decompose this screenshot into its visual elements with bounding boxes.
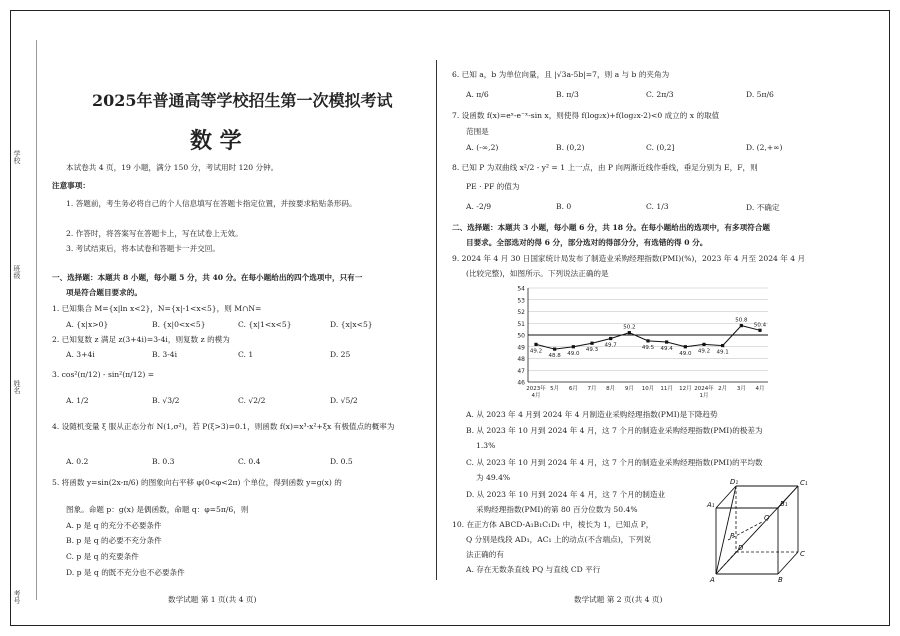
- data-point: [758, 329, 761, 332]
- data-label: 49.3: [585, 347, 599, 354]
- y-tick-label: 49: [517, 344, 525, 352]
- q10-stem-cont2: 法正确的有: [466, 550, 504, 559]
- note-1: 1. 答题前，考生务必将自己的个人信息填写在答题卡指定位置，并按要求粘贴条形码。: [66, 199, 357, 208]
- data-point: [553, 348, 556, 351]
- q10-stem-cont: Q 分别是线段 AD₁，AC₁ 上的动点(不含端点)，下列说: [466, 535, 652, 544]
- q1-options: [66, 320, 373, 329]
- q6-option-d: D. 5π/6: [746, 90, 774, 99]
- x-tick-label: 5月: [550, 386, 560, 392]
- q9-option-a: A. 从 2023 年 4 月到 2024 年 4 月制造业采购经理指数(PMI)是下降趋势: [466, 410, 718, 419]
- side-label-name: 姓名: [13, 380, 21, 394]
- q9-option-c: C. 从 2023 年 10 月到 2024 年 4 月，这 7 个月的制造业采购经理指数(PMI)的平均数: [466, 458, 763, 467]
- footer-right: 数学试题 第 2 页(共 4 页): [574, 595, 663, 604]
- data-label: 50.8: [735, 317, 748, 324]
- data-point: [590, 342, 593, 345]
- data-point: [609, 337, 612, 340]
- q5-stem: 5. 将函数 y=sin(2x-π/6) 的图象向右平移 φ(0<φ<2π) 个单位，得到函数 y=g(x) 的: [52, 478, 342, 487]
- q7-option-c: C. (0,2]: [646, 143, 675, 152]
- q5-option-b: B. p 是 q 的必要不充分条件: [66, 536, 162, 545]
- data-point: [646, 339, 649, 342]
- column-divider: [436, 60, 437, 580]
- x-tick-label: 2023年: [526, 386, 546, 392]
- x-tick-label: 6月: [568, 386, 578, 392]
- q4-option-c: C. 0.4: [238, 457, 261, 466]
- q6-option-a: A. π/6: [466, 90, 489, 99]
- q8-option-a: A. -2/9: [466, 202, 492, 211]
- q10-stem: 10. 在正方体 ABCD-A₁B₁C₁D₁ 中，棱长为 1，已知点 P，: [452, 520, 654, 529]
- note-2: 2. 作答时，将答案写在答题卡上，写在试卷上无效。: [66, 229, 243, 238]
- q8-stem: 8. 已知 P 为双曲线 x²/2 - y² = 1 上一点，由 P 向两渐近线作垂线，垂足分别为 E，F，则: [452, 163, 758, 172]
- data-point: [684, 345, 687, 348]
- x-tick-label: 2月: [718, 386, 728, 392]
- q2-stem: 2. 已知复数 z 满足 z(3+4i)=3-4i，则复数 z 的模为: [52, 335, 230, 344]
- x-tick-label-line2: 4月: [531, 393, 541, 399]
- cube-diagram: [706, 476, 816, 586]
- q8-stem-cont: PE · PF 的值为: [466, 182, 520, 191]
- x-tick-label: 11月: [660, 386, 673, 392]
- x-tick-label: 2024年: [694, 386, 714, 392]
- q2-option-b: B. 3-4i: [152, 350, 178, 359]
- q9-option-c-cont: 为 49.4%: [476, 473, 511, 482]
- q1-option-c: C. {x|1<x<5}: [238, 320, 292, 329]
- q8-option-d: D. 不确定: [746, 203, 780, 212]
- q7-stem-cont: 范围是: [466, 127, 489, 136]
- q6-options: [466, 90, 774, 99]
- q7-options: [466, 143, 783, 152]
- q3-stem: 3. cos²(π/12) - sin²(π/12) =: [52, 370, 155, 379]
- q3-option-a: A. 1/2: [66, 396, 89, 405]
- data-label: 49.2: [529, 348, 543, 355]
- q2-option-d: D. 25: [330, 350, 351, 359]
- y-tick-label: 54: [517, 285, 525, 293]
- data-point: [572, 345, 575, 348]
- section2-title: 二、选择题：本题共 3 小题，每小题 6 分，共 18 分。在每小题给出的选项中，有多项符合题: [452, 223, 770, 232]
- q3-option-b: B. √3/2: [152, 396, 180, 405]
- section1-title-cont: 项是符合题目要求的。: [66, 288, 142, 297]
- cube-label-c1: C₁: [800, 479, 808, 487]
- q4-option-d: D. 0.5: [330, 457, 353, 466]
- data-label: 49.5: [641, 344, 655, 351]
- y-tick-label: 48: [517, 356, 525, 363]
- x-tick-label: 12月: [679, 386, 692, 392]
- q6-option-b: B. π/3: [556, 90, 579, 99]
- q9-option-d: D. 从 2023 年 10 月到 2024 年 4 月，这 7 个月的制造业: [466, 490, 666, 499]
- data-point: [740, 324, 743, 327]
- q6-option-c: C. 2π/3: [646, 90, 674, 99]
- y-tick-label: 46: [517, 379, 525, 387]
- q7-option-d: D. (2,+∞): [746, 143, 783, 152]
- cube-label-a1: A₁: [707, 501, 715, 509]
- data-label: 49.7: [604, 342, 617, 349]
- q9-stem: 9. 2024 年 4 月 30 日国家统计局发布了制造业采购经理指数(PMI)(%)，2023 年 4 月至 2024 年 4 月: [452, 254, 806, 263]
- y-tick-label: 53: [517, 297, 525, 305]
- q8-option-c: C. 1/3: [646, 202, 669, 211]
- q7-stem: 7. 设函数 f(x)=eˣ-e⁻ˣ-sin x，则使得 f(log₂x)+f(log₂x-2)<0 成立的 x 的取值: [452, 111, 720, 120]
- q5-option-c: C. p 是 q 的充要条件: [66, 552, 139, 561]
- pmi-line-chart: [506, 282, 776, 402]
- cube-label-b: B: [778, 576, 783, 584]
- y-tick-label: 50: [517, 332, 525, 340]
- cube-label-q: Q: [764, 514, 770, 522]
- q5-option-d: D. p 是 q 的既不充分也不必要条件: [66, 568, 185, 577]
- q6-stem: 6. 已知 a，b 为单位向量，且 |√3a-5b|=7，则 a 与 b 的夹角为: [452, 70, 670, 79]
- q8-options: [466, 202, 779, 213]
- cube-label-c: C: [800, 550, 805, 558]
- data-label: 49.4: [660, 346, 673, 353]
- q9-option-d-cont: 采购经理指数(PMI)的第 80 百分位数为 50.4%: [476, 505, 638, 514]
- q8-option-b: B. 0: [556, 202, 572, 211]
- data-point: [534, 343, 537, 346]
- q7-option-b: B. (0,2): [556, 143, 585, 152]
- exam-title: 2025年普通高等学校招生第一次模拟考试: [92, 91, 393, 110]
- section1-title: 一、选择题：本题共 8 小题，每小题 5 分，共 40 分。在每小题给出的四个选项中，只有一: [52, 273, 363, 282]
- data-label: 49.1: [716, 349, 729, 356]
- cube-label-d1: D₁: [730, 478, 739, 486]
- q1-option-a: A. {x|x>0}: [66, 320, 109, 329]
- data-label: 50.4: [753, 322, 767, 329]
- x-tick-label: 9月: [624, 386, 634, 392]
- q7-option-a: A. (-∞,2): [466, 143, 499, 152]
- side-label-school: 学校: [13, 150, 21, 164]
- q10-option-a: A. 存在无数条直线 PQ 与直线 CD 平行: [466, 565, 601, 574]
- x-tick-label: 4月: [755, 386, 765, 392]
- data-point: [665, 340, 668, 343]
- q9-option-b: B. 从 2023 年 10 月到 2024 年 4 月，这 7 个月的制造业采购经理指数(PMI)的极差为: [466, 426, 763, 435]
- data-point: [702, 343, 705, 346]
- cube-label-b1: B₁: [780, 500, 788, 508]
- data-label: 49.0: [679, 350, 692, 357]
- data-point: [721, 344, 724, 347]
- intro-text: 本试卷共 4 页，19 小题，满分 150 分，考试用时 120 分钟。: [66, 163, 279, 172]
- q2-options: [66, 350, 350, 359]
- footer-left: 数学试题 第 1 页(共 4 页): [168, 595, 257, 604]
- q2-option-c: C. 1: [238, 350, 254, 359]
- x-tick-label-line2: 1月: [699, 393, 709, 399]
- q1-option-b: B. {x|0<x<5}: [152, 320, 206, 329]
- cube-label-p: P: [730, 532, 735, 540]
- section2-title-cont: 目要求。全部选对的得 6 分，部分选对的得部分分，有选错的得 0 分。: [466, 238, 708, 247]
- q2-option-a: A. 3+4i: [66, 350, 95, 359]
- x-tick-label: 8月: [606, 386, 616, 392]
- y-tick-label: 52: [517, 309, 525, 316]
- q5-stem-cont: 图象。命题 p：g(x) 是偶函数，命题 q：φ=5π/6，则: [66, 505, 249, 514]
- q5-option-a: A. p 是 q 的充分不必要条件: [66, 521, 162, 530]
- data-label: 49.2: [697, 348, 711, 355]
- x-tick-label: 7月: [587, 386, 597, 392]
- data-label: 50.2: [623, 324, 636, 331]
- y-tick-label: 47: [517, 367, 525, 375]
- data-label: 49.0: [567, 350, 580, 357]
- q4-option-b: B. 0.3: [152, 457, 175, 466]
- y-tick-label: 51: [517, 320, 525, 328]
- q9-option-b-cont: 1.3%: [476, 441, 496, 450]
- data-point: [628, 331, 631, 334]
- q4-option-a: A. 0.2: [66, 457, 89, 466]
- note-3: 3. 考试结束后，将本试卷和答题卡一并交回。: [66, 244, 220, 253]
- cube-label-a: A: [710, 576, 715, 584]
- x-tick-label: 3月: [736, 386, 746, 392]
- q9-stem-cont: (比较完整)，如图所示。下列说法正确的是: [466, 269, 609, 278]
- q4-stem: 4. 设随机变量 ξ 服从正态分布 N(1,σ²)，若 P(ξ>3)=0.1，则函数 f(x)=x³-x²+ξx 有极值点的概率为: [52, 422, 395, 431]
- subject-title: 数 学: [190, 128, 242, 154]
- side-label-number: 考号: [13, 590, 21, 604]
- cube-label-d: D: [738, 544, 744, 552]
- q3-option-d: D. √5/2: [330, 396, 358, 405]
- data-label: 48.8: [548, 353, 561, 360]
- q4-options: [66, 457, 353, 466]
- q3-option-c: C. √2/2: [238, 396, 266, 405]
- q3-options: [66, 396, 358, 405]
- notes-title: 注意事项：: [52, 181, 90, 190]
- x-tick-label: 10月: [641, 386, 655, 392]
- binding-line: [36, 40, 37, 600]
- side-label-class: 班级: [13, 265, 21, 279]
- q1-option-d: D. {x|x<5}: [330, 320, 373, 329]
- q1-stem: 1. 已知集合 M={x|ln x<2}，N={x|-1<x<5}，则 M∩N=: [52, 304, 262, 313]
